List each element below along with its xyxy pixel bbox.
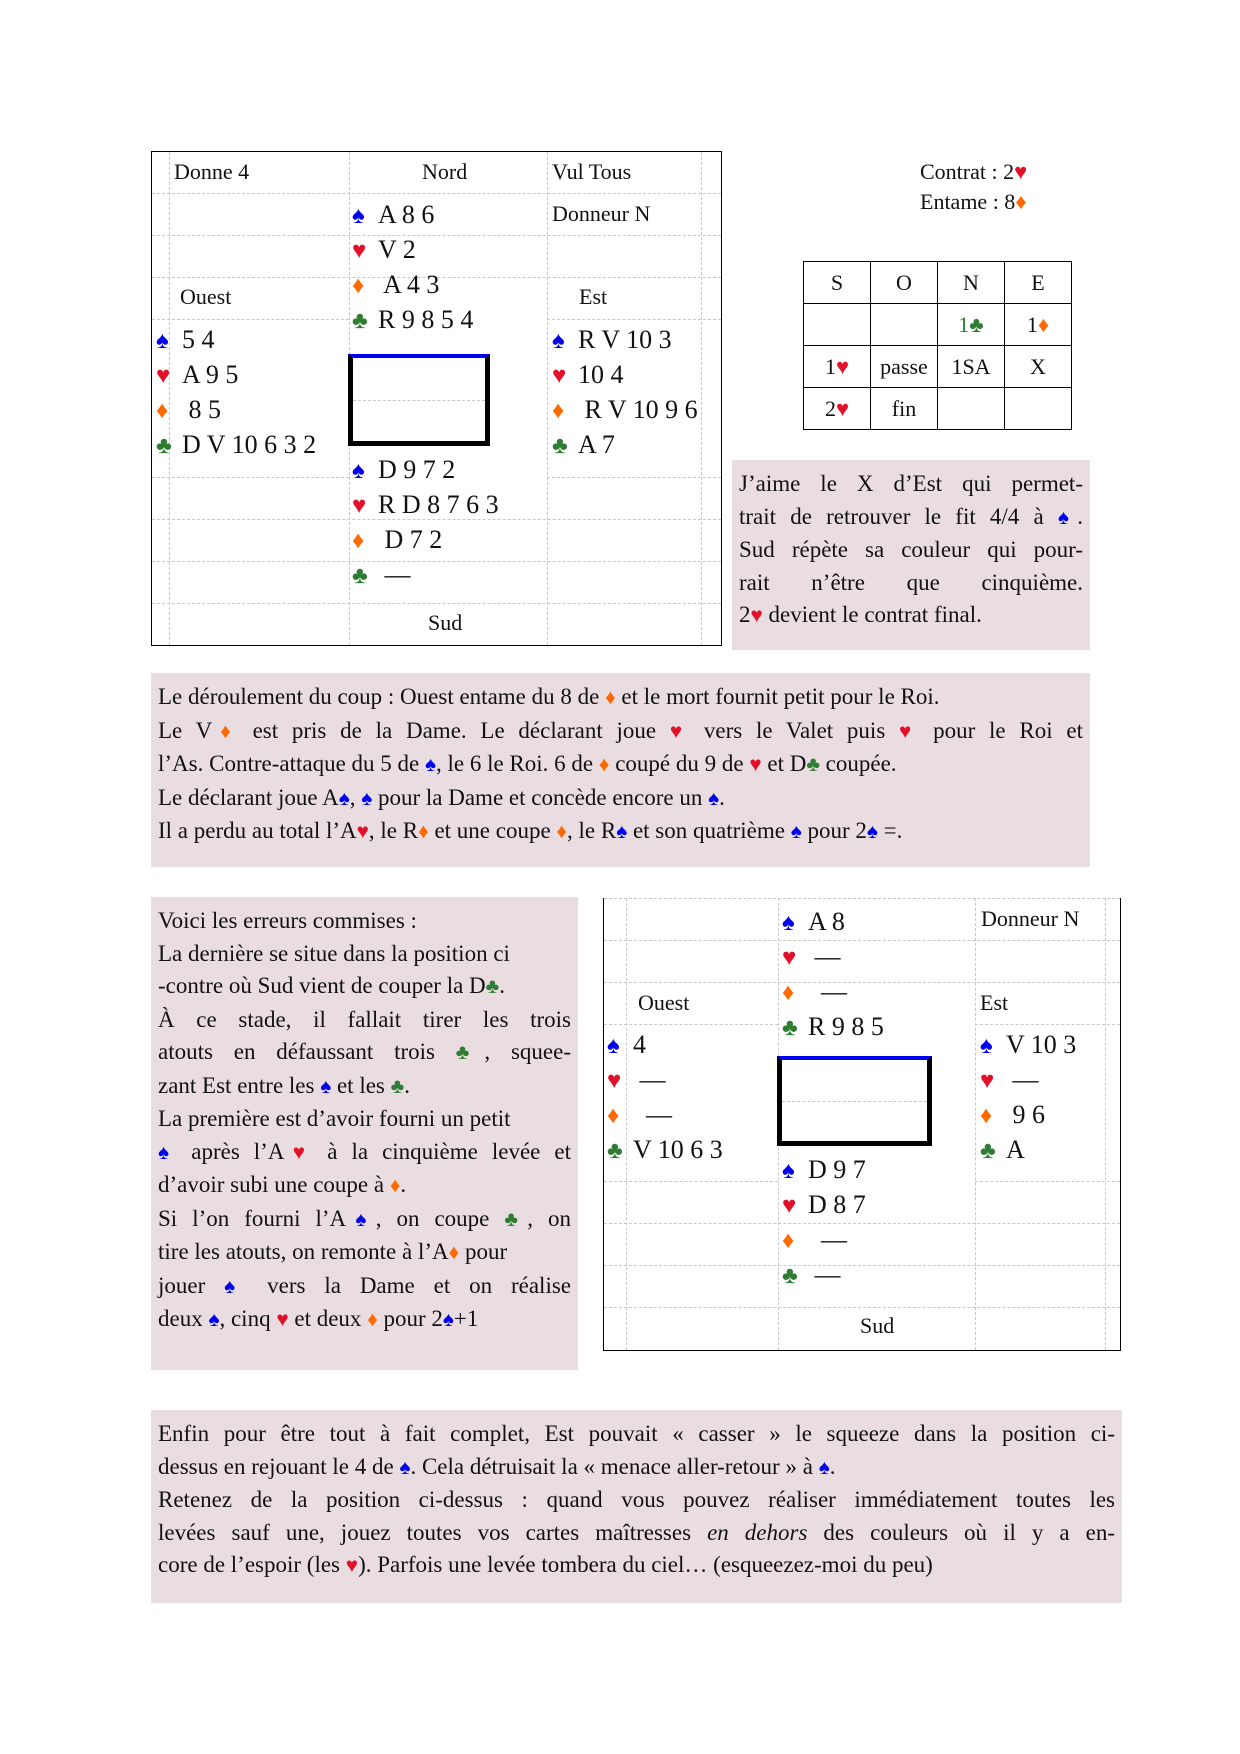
note-line: La dernière se situe dans la position ci <box>158 940 510 966</box>
spade-icon: ♠ <box>616 821 628 843</box>
note-line: Sud répète sa couleur qui pour- <box>739 537 1083 562</box>
col-east: E <box>1005 262 1072 304</box>
east-label: Est <box>980 990 1009 1015</box>
note-line: La première est d’avoir fourni un petit <box>158 1106 511 1131</box>
bid: passe <box>871 346 938 388</box>
club-icon: ♣ <box>969 311 984 337</box>
spade-icon: ♠ <box>208 1309 220 1331</box>
note-line: Le déclarant joue A♠, ♠ pour la Dame et concède encore un ♠. <box>158 784 725 810</box>
bid <box>1005 388 1072 430</box>
diamond-icon: ♦ <box>448 1242 460 1264</box>
club-icon: ♣ <box>607 1138 623 1164</box>
note-line: À ce stade, il fallait tirer les trois <box>158 1006 571 1032</box>
south-label: Sud <box>860 1313 895 1338</box>
east-hand: ♠ V 10 3 ♥ — ♦ 9 6 ♣ A <box>980 1027 1076 1167</box>
spade-icon: ♠ <box>361 787 373 810</box>
note-line: Retenez de la position ci-dessus : quand vous pouvez réaliser immédiatement toutes les <box>158 1487 1115 1512</box>
note-line: deux ♠, cinq ♥ et deux ♦ pour 2♠+1 <box>158 1306 479 1331</box>
south-label: Sud <box>428 610 463 635</box>
card-table <box>777 1056 932 1146</box>
spade-icon: ♠ <box>790 821 802 843</box>
bid: X <box>1005 346 1072 388</box>
note-line: Le V♦ est pris de la Dame. Le déclarant joue ♥ vers le Valet puis ♥ pour le Roi et <box>158 717 1083 743</box>
heart-icon: ♥ <box>352 493 367 519</box>
spade-icon: ♠ <box>352 203 365 229</box>
club-icon: ♣ <box>806 754 820 776</box>
dealer: Donneur N <box>552 201 651 226</box>
diamond-icon: ♦ <box>605 687 616 709</box>
note-line: d’avoir subi une coupe à ♦. <box>158 1172 407 1197</box>
note-line: trait de retrouver le fit 4/4 à ♠. <box>739 503 1083 529</box>
vulnerability: Vul Tous <box>552 159 632 184</box>
bid <box>938 388 1005 430</box>
note-line: J’aime le X d’Est qui permet- <box>739 471 1083 496</box>
dealer: Donneur N <box>981 906 1080 931</box>
diamond-icon: ♦ <box>212 720 239 743</box>
club-icon: ♣ <box>352 563 368 589</box>
spade-icon: ♠ <box>156 328 169 354</box>
bid <box>871 304 938 346</box>
heart-icon: ♥ <box>356 821 369 843</box>
diamond-icon: ♦ <box>389 1175 401 1197</box>
club-icon: ♣ <box>552 433 568 459</box>
card-table <box>348 354 490 446</box>
note-line: 2♥ devient le contrat final. <box>739 602 982 627</box>
heart-icon: ♥ <box>352 238 367 264</box>
note-line: levées sauf une, jouez toutes vos cartes maîtresses en dehors des couleurs où il y a en- <box>158 1519 1115 1545</box>
spade-icon: ♠ <box>866 821 878 843</box>
diamond-icon: ♦ <box>367 1309 378 1331</box>
note-line: core de l’espoir (les ♥). Parfois une levée tombera du ciel… (esqueezez-moi du peu) <box>158 1552 933 1577</box>
diamond-icon: ♦ <box>352 273 365 299</box>
heart-icon: ♥ <box>607 1068 622 1094</box>
heart-icon: ♥ <box>750 605 763 627</box>
spade-icon: ♠ <box>782 1158 795 1184</box>
bidding-header <box>804 262 1072 304</box>
heart-icon: ♥ <box>284 1141 314 1164</box>
comment-play <box>151 673 1090 867</box>
bid: 1♣ <box>938 304 1005 346</box>
note-line: jouer ♠ vers la Dame et on réalise <box>158 1272 571 1298</box>
col-west: O <box>871 262 938 304</box>
diamond-icon: ♦ <box>556 821 567 843</box>
spade-icon: ♠ <box>607 1033 620 1059</box>
spade-icon: ♠ <box>782 910 795 936</box>
spade-icon: ♠ <box>1057 506 1078 529</box>
bid: 1♥ <box>804 346 871 388</box>
spade-icon: ♠ <box>818 1456 830 1479</box>
diamond-icon: ♦ <box>552 398 565 424</box>
east-hand: ♠ R V 10 3 ♥ 10 4 ♦ R V 10 9 6 ♣ A 7 <box>552 322 698 462</box>
bidding-row <box>804 388 1072 430</box>
spade-icon: ♠ <box>708 787 720 810</box>
note-line: Enfin pour être tout à fait complet, Est pouvait « casser » le squeeze dans la position ci- <box>158 1421 1115 1446</box>
diamond-icon: ♦ <box>782 980 795 1006</box>
bid: 1SA <box>938 346 1005 388</box>
south-hand: ♠ D 9 7 ♥ D 8 7 ♦ — ♣ — <box>782 1152 866 1292</box>
diamond-icon: ♦ <box>980 1103 993 1129</box>
bid: 1♦ <box>1005 304 1072 346</box>
club-icon: ♣ <box>352 308 368 334</box>
north-hand: ♠ A 8 ♥ — ♦ — ♣ R 9 8 5 <box>782 904 884 1044</box>
board-number: Donne 4 <box>174 159 250 184</box>
diamond-icon: ♦ <box>156 398 169 424</box>
bidding-row <box>804 304 1072 346</box>
spade-icon: ♠ <box>346 1208 376 1231</box>
heart-icon: ♥ <box>1014 159 1028 184</box>
spade-icon: ♠ <box>980 1033 993 1059</box>
note-line: dessus en rejouant le 4 de ♠. Cela détruisait la « menace aller-retour » à ♠. <box>158 1453 836 1479</box>
north-label: Nord <box>422 159 468 184</box>
note-line: l’As. Contre-attaque du 5 de ♠, le 6 le Roi. 6 de ♦ coupé du 9 de ♥ et D♣ coupée. <box>158 751 897 776</box>
bid <box>804 304 871 346</box>
bidding-table <box>803 261 1072 430</box>
heart-icon: ♥ <box>980 1068 995 1094</box>
heart-icon: ♥ <box>782 1193 797 1219</box>
spade-icon: ♠ <box>352 458 365 484</box>
club-icon: ♣ <box>156 433 172 459</box>
west-hand: ♠ 4 ♥ — ♦ — ♣ V 10 6 3 <box>607 1027 723 1167</box>
club-icon: ♣ <box>504 1208 528 1231</box>
deal-diagram-1 <box>151 151 722 646</box>
club-icon: ♣ <box>390 1075 405 1098</box>
heart-icon: ♥ <box>276 1309 289 1331</box>
heart-icon: ♥ <box>749 754 762 776</box>
note-line: atouts en défaussant trois ♣, squee- <box>158 1039 571 1064</box>
comment-bidding <box>732 460 1090 650</box>
note-line: zant Est entre les ♠ et les ♣. <box>158 1072 410 1098</box>
bid: fin <box>871 388 938 430</box>
diamond-icon: ♦ <box>352 528 365 554</box>
heart-icon: ♥ <box>899 720 920 743</box>
note-line: Si l’on fourni l’A♠, on coupe ♣, on <box>158 1205 572 1231</box>
club-icon: ♣ <box>485 976 500 998</box>
club-icon: ♣ <box>455 1042 485 1064</box>
diamond-icon: ♦ <box>1037 311 1050 337</box>
diamond-icon: ♦ <box>418 821 429 843</box>
heart-icon: ♥ <box>552 363 567 389</box>
club-icon: ♣ <box>782 1015 798 1041</box>
opening-lead: Entame : 8♦ <box>920 189 1027 214</box>
west-hand: ♠ 5 4 ♥ A 9 5 ♦ 8 5 ♣ D V 10 6 3 2 <box>156 322 316 462</box>
note-line: Voici les erreurs commises : <box>158 908 417 933</box>
diamond-icon: ♦ <box>607 1103 620 1129</box>
col-south: S <box>804 262 871 304</box>
spade-icon: ♠ <box>224 1275 249 1298</box>
deal-diagram-2 <box>603 898 1121 1351</box>
spade-icon: ♠ <box>320 1075 332 1098</box>
spade-icon: ♠ <box>552 328 565 354</box>
south-hand: ♠ D 9 7 2 ♥ R D 8 7 6 3 ♦ D 7 2 ♣ — <box>352 452 499 592</box>
comment-errors <box>151 897 578 1370</box>
diamond-icon: ♦ <box>598 754 610 776</box>
contract: Contrat : 2♥ <box>920 159 1028 184</box>
spade-icon: ♠ <box>442 1309 454 1331</box>
heart-icon: ♥ <box>156 363 171 389</box>
bid: 2♥ <box>804 388 871 430</box>
note-line: Le déroulement du coup : Ouest entame du 8 de ♦ et le mort fournit petit pour le Roi. <box>158 684 940 709</box>
contract-info <box>920 157 1027 217</box>
note-line: rait n’être que cinquième. <box>739 569 1083 595</box>
note-line: tire les atouts, on remonte à l’A♦ pour <box>158 1239 508 1264</box>
west-label: Ouest <box>638 990 690 1015</box>
comment-conclusion <box>151 1410 1122 1603</box>
west-label: Ouest <box>180 284 232 309</box>
club-icon: ♣ <box>782 1263 798 1289</box>
heart-icon: ♥ <box>669 720 691 743</box>
heart-icon: ♥ <box>345 1555 359 1577</box>
note-line: -contre où Sud vient de couper la D♣. <box>158 973 505 998</box>
club-icon: ♣ <box>980 1138 996 1164</box>
spade-icon: ♠ <box>338 787 350 810</box>
heart-icon: ♥ <box>835 353 850 379</box>
bidding-row <box>804 346 1072 388</box>
note-line: ♠ après l’A♥ à la cinquième levée et <box>158 1138 571 1164</box>
note-line: Il a perdu au total l’A♥, le R♦ et une coupe ♦, le R♠ et son quatrième ♠ pour 2♠ =. <box>158 818 903 843</box>
diamond-icon: ♦ <box>782 1228 795 1254</box>
col-north: N <box>938 262 1005 304</box>
heart-icon: ♥ <box>835 395 850 421</box>
diamond-icon: ♦ <box>1015 189 1027 214</box>
north-hand: ♠ A 8 6 ♥ V 2 ♦ A 4 3 ♣ R 9 8 5 4 <box>352 197 473 337</box>
spade-icon: ♠ <box>399 1456 411 1479</box>
emphasis: en dehors <box>707 1519 808 1545</box>
east-label: Est <box>579 284 608 309</box>
heart-icon: ♥ <box>782 945 797 971</box>
spade-icon: ♠ <box>158 1141 178 1164</box>
spade-icon: ♠ <box>424 754 436 776</box>
